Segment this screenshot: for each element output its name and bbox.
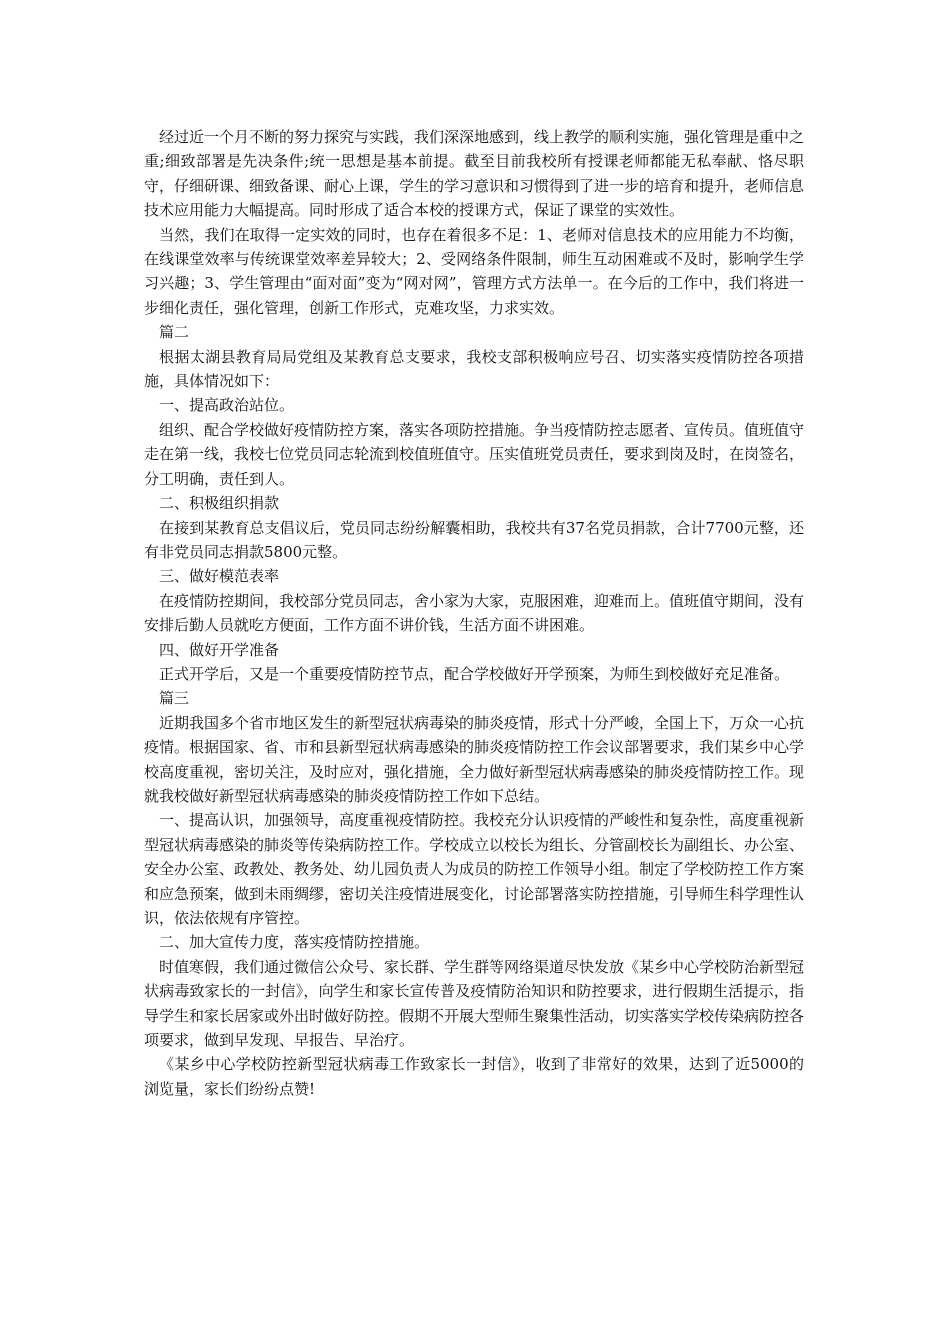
subheading-political-stance: 一、提高政治站位。	[159, 396, 295, 415]
document-body	[144, 125, 804, 1101]
paragraph-intro-part-three: 近期我国多个省市地区发生的新型冠状病毒染的肺炎疫情，形式十分严峻，全国上下，万众一心抗疫情。根据国家、省、市和县新型冠状病毒感染的肺炎疫情防控工作会议部署要求，我们某乡中心学校高度重视，密切关注，及时应对，强化措施，全力做好新型冠状病毒感染的肺炎疫情防控工作。现就我校做好新型冠状病毒感染的肺炎疫情防控工作如下总结。	[144, 713, 805, 805]
subheading-publicity: 二、加大宣传力度，落实疫情防控措施。	[159, 933, 430, 952]
paragraph-summary: 经过近一个月不断的努力探究与实践，我们深深地感到，线上教学的顺利实施，强化管理是重中之重;细致部署是先决条件;统一思想是基本前提。截至目前我校所有授课老师都能无私奉献、恪尽职守，仔细研课、细致备课、耐心上课，学生的学习意识和习惯得到了进一步的培育和提升，老师信息技术应用能力大幅提高。同时形成了适合本校的授课方式，保证了课堂的实效性。	[144, 128, 805, 220]
paragraph-publicity: 时值寒假，我们通过微信公众号、家长群、学生群等网络渠道尽快发放《某乡中心学校防治新型冠状病毒致家长的一封信》，向学生和家长宣传普及疫情防治知识和防控要求，进行假期生活提示，指导学生和家长居家或外出时做好防控。假期不开展大型师生聚集性活动，切实落实学校传染病防控各项要求，做到早发现、早报告、早治疗。	[144, 957, 805, 1050]
paragraph-political-stance: 组织、配合学校做好疫情防控方案，落实各项防控措施。争当疫情防控志愿者、宣传员。值班值守走在第一线，我校七位党员同志轮流到校值班值守。压实值班党员责任，要求到岗及时，在岗签名，分工明确，责任到人。	[144, 420, 805, 488]
paragraph-letter-result: 《某乡中心学校防控新型冠状病毒工作致家长一封信》，收到了非常好的效果，达到了近5000的浏览量，家长们纷纷点赞!	[144, 1055, 804, 1098]
paragraph-shortcomings: 当然，我们在取得一定实效的同时，也存在着很多不足：1、老师对信息技术的应用能力不均衡，在线课堂效率与传统课堂效率差异较大；2、受网络条件限制，师生互动困难或不及时，影响学生学习兴趣；3、学生管理由“面对面”变为“网对网”，管理方式方法单一。在今后的工作中，我们将进一步细化责任，强化管理，创新工作形式，克难攻坚，力求实效。	[144, 225, 804, 317]
paragraph-leadership: 一、提高认识，加强领导，高度重视疫情防控。我校充分认识疫情的严峻性和复杂性，高度重视新型冠状病毒感染的肺炎等传染病防控工作。学校成立以校长为组长、分管副校长为副组长、办公室、安全办公室、政教处、教务处、幼儿园负责人为成员的防控工作领导小组。制定了学校防控工作方案和应急预案，做到未雨绸缪，密切关注疫情进展变化，讨论部署落实防控措施，引导师生科学理性认识，依法依规有序管控。	[144, 811, 805, 927]
paragraph-school-opening: 正式开学后，又是一个重要疫情防控节点，配合学校做好开学预案，为师生到校做好充足准备。	[159, 664, 790, 683]
section-heading-part-three: 篇三	[159, 689, 190, 708]
subheading-role-model: 三、做好模范表率	[159, 567, 280, 586]
subheading-school-opening: 四、做好开学准备	[159, 640, 280, 659]
paragraph-donation: 在接到某教育总支倡议后，党员同志纷纷解囊相助，我校共有37名党员捐款，合计7700元整，还有非党员同志捐款5800元整。	[144, 518, 804, 561]
paragraph-intro-part-two: 根据太湖县教育局局党组及某教育总支要求，我校支部积极响应号召、切实落实疫情防控各项措施，具体情况如下：	[144, 347, 804, 391]
subheading-donation: 二、积极组织捐款	[159, 494, 280, 513]
paragraph-role-model: 在疫情防控期间，我校部分党员同志，舍小家为大家，克服困难，迎难而上。值班值守期间，没有安排后勤人员就吃方便面，工作方面不讲价钱，生活方面不讲困难。	[144, 591, 805, 635]
section-heading-part-two: 篇二	[159, 323, 190, 342]
